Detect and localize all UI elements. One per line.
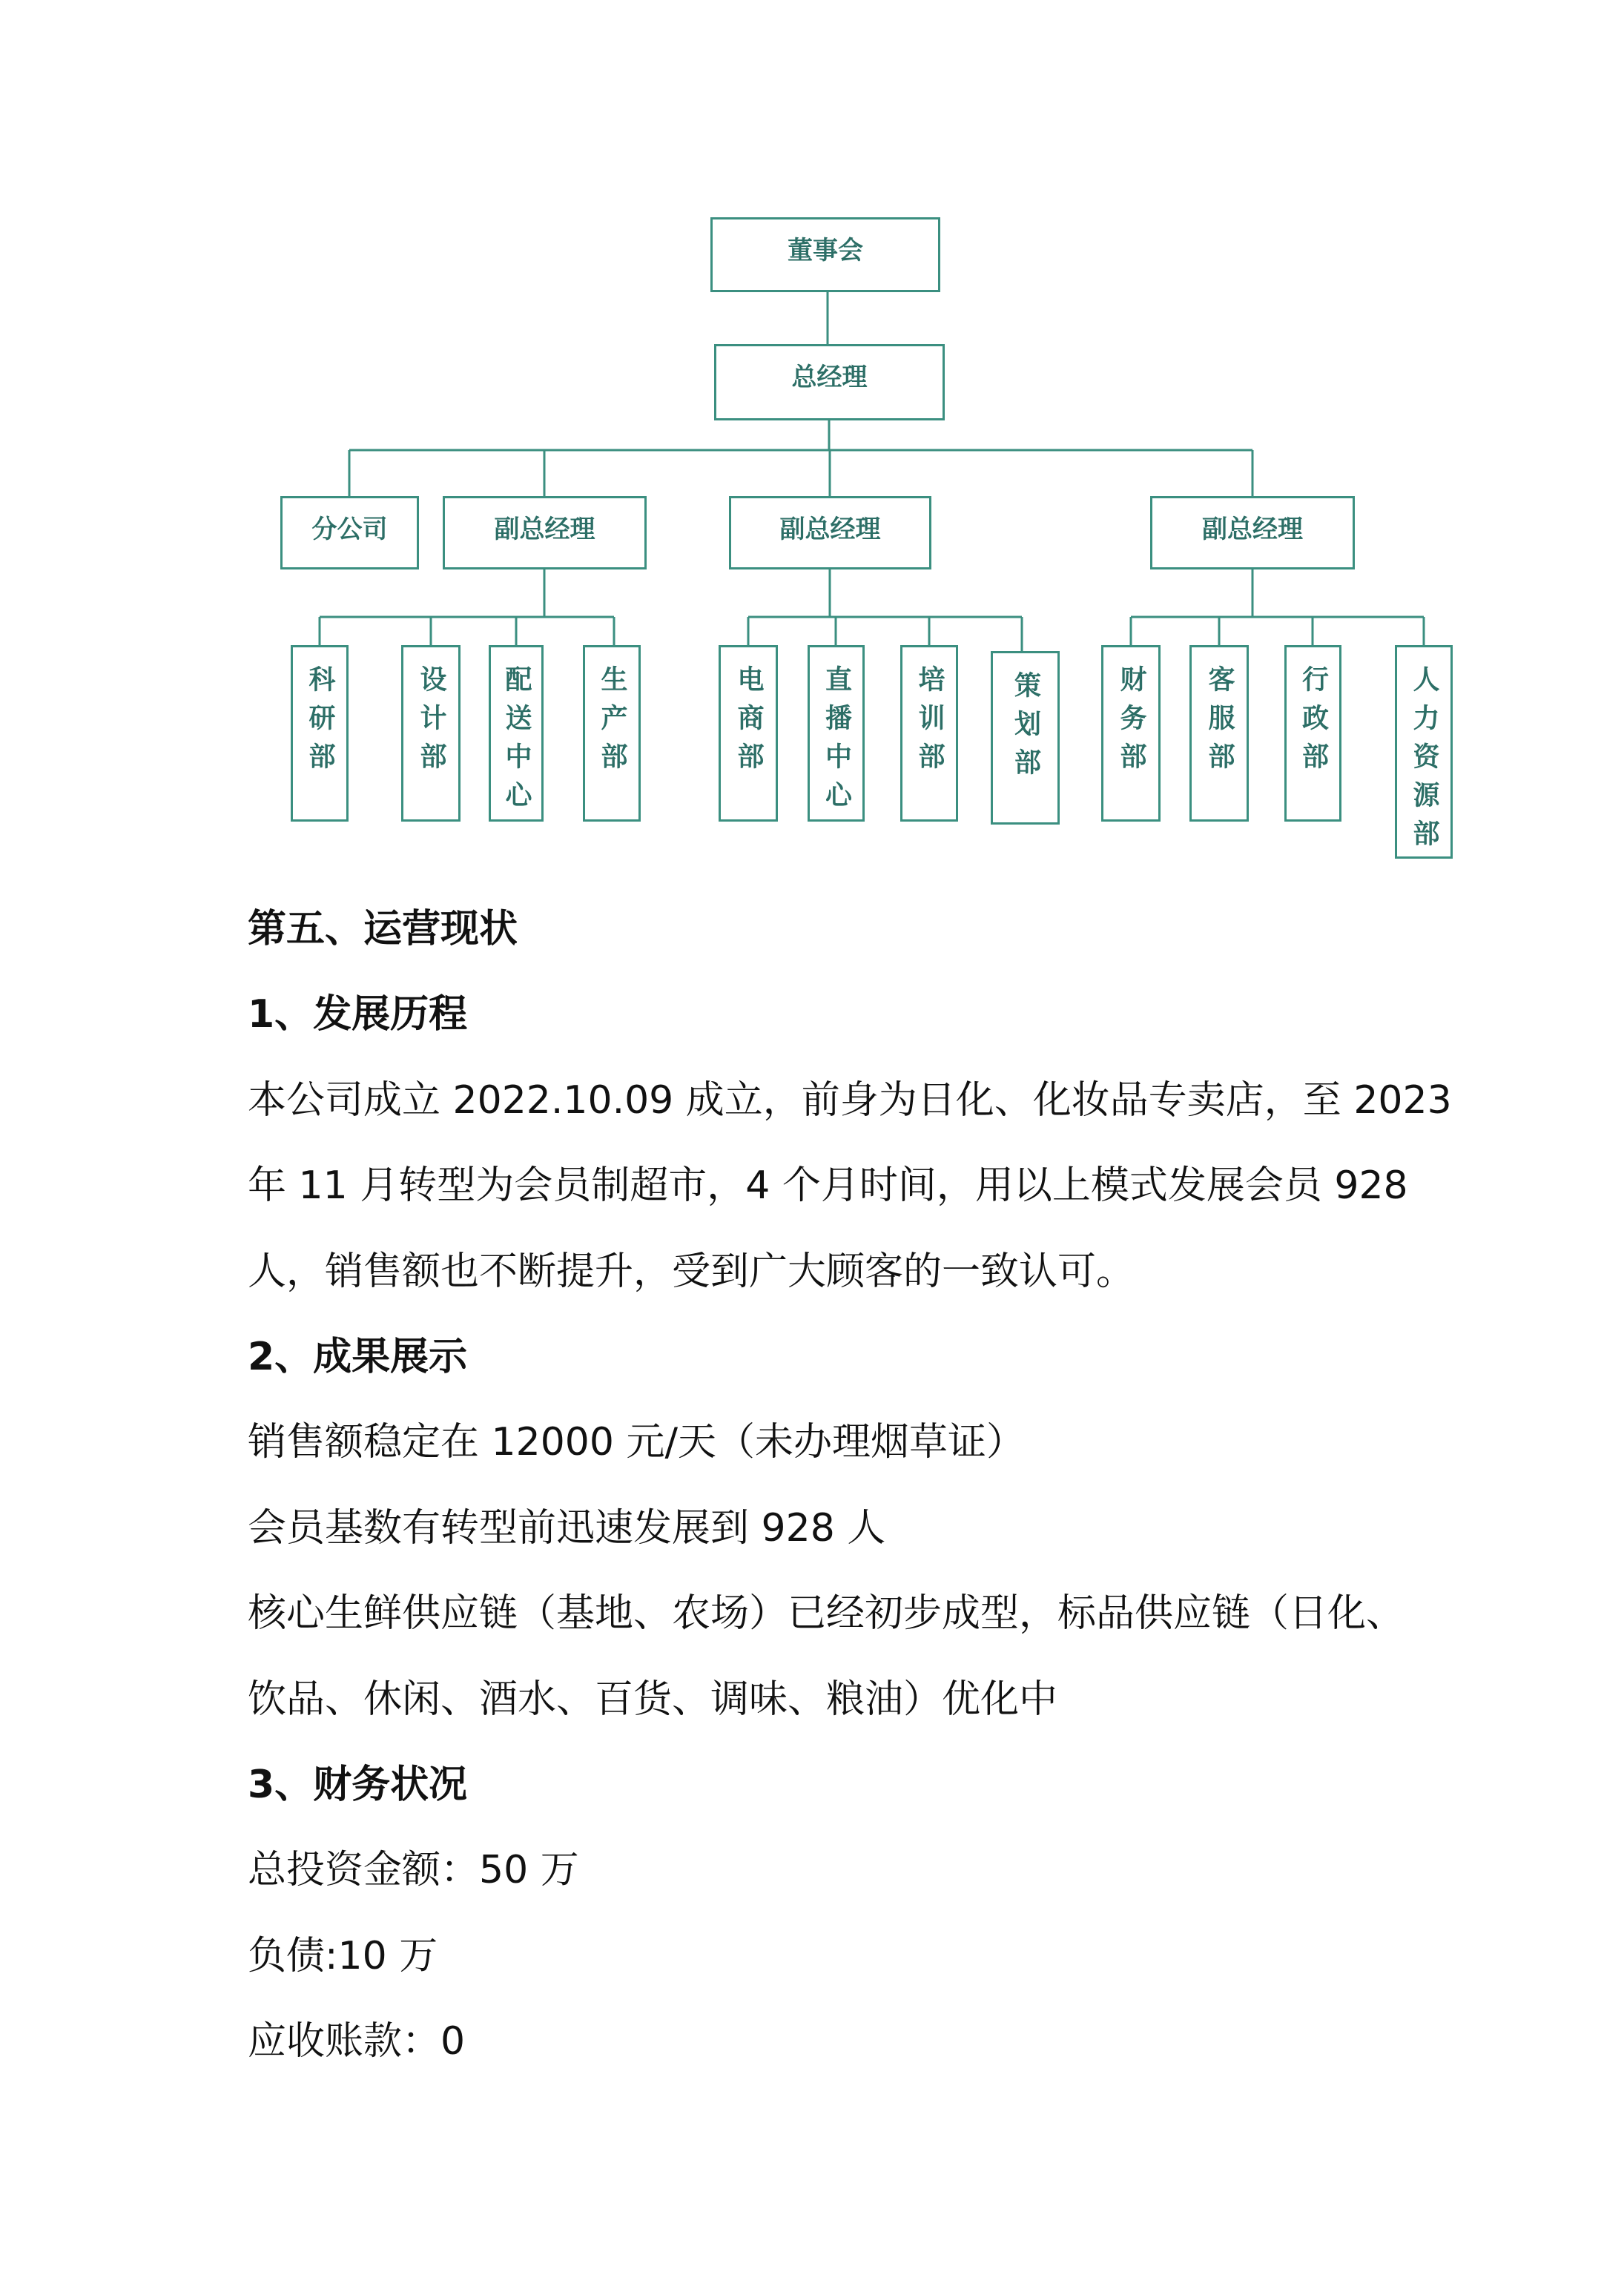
- dept-label: 科研部: [305, 665, 335, 781]
- org-box-vp-right: 副总经理: [1150, 496, 1355, 569]
- org-box-dept-hr: [1395, 645, 1453, 859]
- dept-label: 设计部: [416, 665, 446, 781]
- org-box-dept-production: [583, 645, 641, 822]
- org-box-dept-research: [291, 645, 349, 822]
- dept-label: 人力资源部: [1409, 665, 1439, 858]
- finance-line: 总投资金额：50 万: [248, 1848, 579, 1893]
- org-box-vp-left: 副总经理: [443, 496, 647, 569]
- dept-label: 生产部: [597, 665, 627, 781]
- dept-label: 策划部: [1010, 671, 1041, 787]
- achievements-heading: 2、成果展示: [248, 1334, 468, 1379]
- dept-label: 财务部: [1116, 665, 1146, 781]
- finance-line: 应收账款：0: [248, 2019, 466, 2064]
- org-box-dept-training: [900, 645, 958, 822]
- section-title: 第五、运营现状: [248, 907, 518, 951]
- dept-label: 培训部: [914, 665, 945, 781]
- org-box-dept-finance: [1101, 645, 1161, 822]
- finance-heading: 3、财务状况: [248, 1762, 468, 1807]
- dept-label: 配送中心: [501, 665, 532, 819]
- dept-label: 行政部: [1298, 665, 1329, 781]
- org-box-branch: 分公司: [280, 496, 419, 569]
- achievement-line: 饮品、休闲、酒水、百货、调味、粮油）优化中: [248, 1677, 1058, 1722]
- dept-label: 电商部: [733, 665, 764, 781]
- achievement-line: 会员基数有转型前迅速发展到 928 人: [248, 1505, 886, 1551]
- history-line: 人，销售额也不断提升，受到广大顾客的一致认可。: [248, 1249, 1135, 1294]
- history-line: 本公司成立 2022.10.09 成立，前身为日化、化妆品专卖店，至 2023: [248, 1077, 1452, 1123]
- dept-label: 直播中心: [821, 665, 852, 819]
- achievement-line: 核心生鲜供应链（基地、农场）已经初步成型，标品供应链（日化、: [248, 1591, 1405, 1637]
- org-box-dept-livestream: [808, 645, 865, 822]
- achievement-line: 销售额稳定在 12000 元/天（未办理烟草证）: [248, 1420, 1025, 1465]
- history-line: 年 11 月转型为会员制超市，4 个月时间，用以上模式发展会员 928: [248, 1163, 1408, 1209]
- org-box-dept-planning: [991, 651, 1060, 825]
- org-box-dept-customer-service: [1189, 645, 1249, 822]
- org-box-dept-administration: [1284, 645, 1341, 822]
- org-box-general-manager: 总经理: [714, 344, 945, 420]
- org-box-dept-distribution: [489, 645, 544, 822]
- org-box-board: 董事会: [710, 217, 940, 292]
- history-heading: 1、发展历程: [248, 992, 468, 1037]
- org-box-vp-middle: 副总经理: [729, 496, 931, 569]
- org-box-dept-ecommerce: [719, 645, 778, 822]
- org-box-dept-design: [401, 645, 461, 822]
- dept-label: 客服部: [1204, 665, 1235, 781]
- finance-line: 负债:10 万: [248, 1933, 438, 1978]
- operations-section: [248, 887, 1582, 2084]
